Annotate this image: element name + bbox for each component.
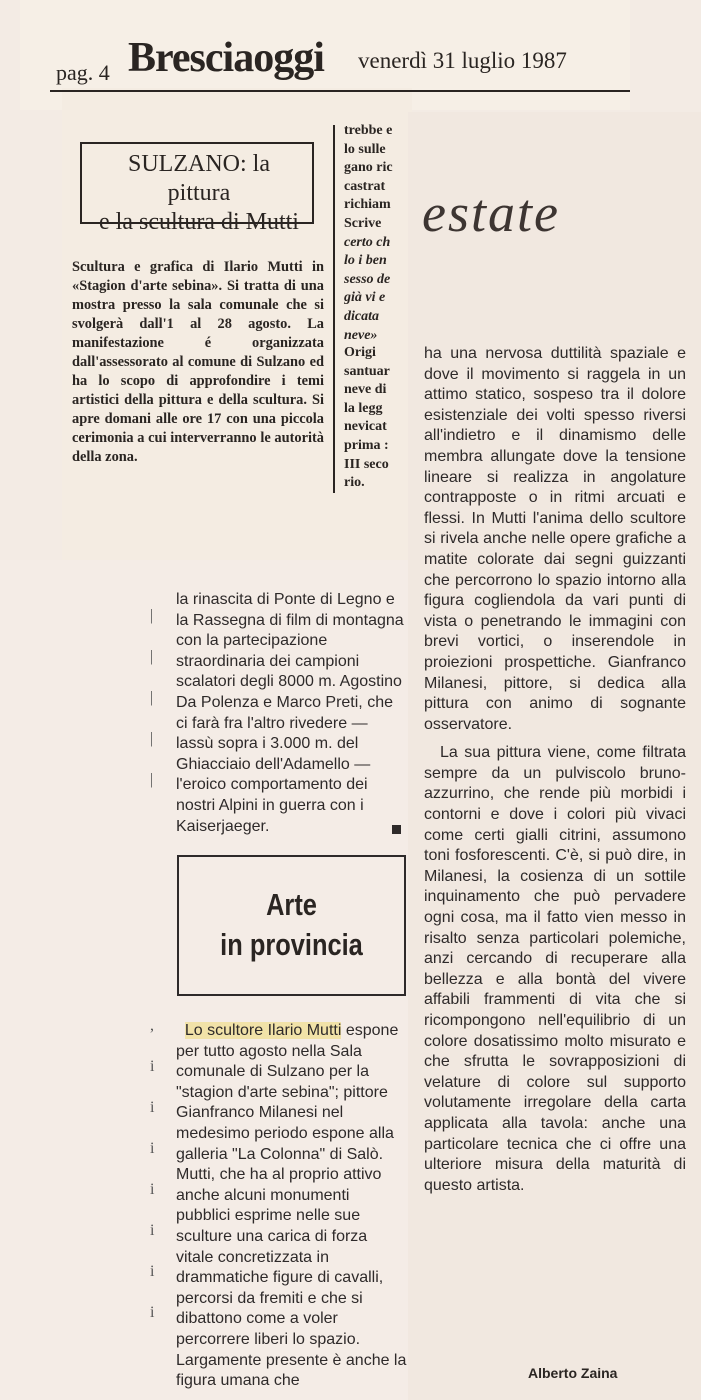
newspaper-header bbox=[50, 35, 630, 92]
column-line: nevicat bbox=[344, 419, 387, 435]
article-body: Scultura e grafica di Ilario Mutti in «Stagion d'arte sebina». Si tratta di una mostra presso la sala comunale che si svolgerà dall'1 al 28 agosto. La manifestazione é organizzata dall'assessorato al comune di Sulzano ed ha lo scopo di approfondire i temi artistici della pittura e della scultura. Si apre domani alle ore 17 con una piccola cerimonia a cui interverranno le autorità della zona. bbox=[72, 259, 324, 465]
la-voce-masthead bbox=[0, 588, 110, 1400]
estate-headline-fragment: estate bbox=[422, 183, 560, 243]
article-title-box bbox=[80, 142, 314, 235]
margin-marks: | | | | | , i i i i i i i bbox=[150, 607, 155, 1321]
column-line: neve di bbox=[344, 382, 387, 398]
la-voce-paragraph-1: la rinascita di Ponte di Legno e la Rassegna di film di montagna con la partecipazione straordinaria dei campioni scalatori degli 8000 m. Agostino Da Polenza e Marco Preti, che ci farà fra l'altro rivedere — lassù sopra i 3.000 m. del Ghiacciaio dell'Adamello — l'eroico comportamento dei nostri Alpini in guerra con i Kaiserjaeger. bbox=[176, 591, 404, 835]
la-voce-paragraph-2 bbox=[176, 1021, 408, 1392]
column-line: lo i ben bbox=[344, 253, 387, 269]
section-heading bbox=[199, 885, 384, 965]
column-line: già vi e bbox=[344, 290, 386, 306]
article-title bbox=[94, 150, 304, 237]
heading-line-2: in provincia bbox=[220, 927, 363, 962]
column-line: rio. bbox=[344, 475, 365, 491]
column-line: dicata bbox=[344, 308, 379, 324]
column-line: Scrive bbox=[344, 215, 382, 231]
arte-in-provincia-box bbox=[177, 855, 406, 996]
column-line: la legg bbox=[344, 400, 383, 416]
issue-date: venerdì 31 luglio 1987 bbox=[358, 48, 567, 73]
right-paragraph-2: La sua pittura viene, come filtrata sempre da un pulviscolo bruno-azzurrino, che rende più morbidi i contorni e dove i colori più vivaci come certi gialli citrini, assumono toni fosforescenti. C'è, si può dire, in Milanesi, la cosienza di un sottile inquinamento che può pervadere ogni cosa, ma il fatto vien messo in risalto senza particolari polemiche, anzi cercando di recuperare alla bellezza e alla bontà del vivere affabili frammenti di vita che si ricompongono nell'equilibrio di un colore dosatissimo molto misurato e che sfrutta le sovrapposizioni di velature di colore sul supporto volutamente irregolare della carta applicata alla tavola: anche una particolare tecnica che ci offre una ulteriore misura della maturità di questo artista. bbox=[424, 744, 686, 1194]
right-paragraph-1: ha una nervosa duttilità spaziale e dove il movimento si raggela in un attimo statico, sospeso tra il dolore esistenziale dei volti spesso riversi all'indietro e il dinamismo delle membra allungate dove la tensione lineare si realizza in angolature contrapposte o in ritmi arcuati e flessi. In Mutti l'anima dello scultore si rivela anche nelle opere grafiche a matite colorate dai segni guizzanti che percorrono lo spazio intorno alla figura cogliendola da vari punti di vista o penetrando le immagini con brevi vortici, o inserendole in proiezioni prospettiche. Gianfranco Milanesi, pittore, si dedica alla pittura con animo di sognante osservatore. bbox=[424, 345, 686, 733]
column-line: castrat bbox=[344, 178, 386, 194]
title-line-1: SULZANO: la pittura bbox=[128, 151, 270, 206]
column-line: sesso de bbox=[344, 271, 391, 287]
highlighted-text: Lo scultore Ilario Mutti bbox=[184, 1022, 342, 1039]
column-line: certo ch bbox=[344, 234, 391, 250]
column-line: richiam bbox=[344, 197, 391, 213]
la-voce-right-column bbox=[424, 344, 686, 1196]
heading-line-1: Arte bbox=[266, 887, 317, 922]
column-line: gano ric bbox=[344, 160, 393, 176]
column-line: santuar bbox=[344, 363, 390, 379]
column-line: III seco bbox=[344, 456, 389, 472]
column-line: prima : bbox=[344, 437, 389, 453]
end-mark bbox=[392, 825, 401, 834]
column-rule bbox=[333, 125, 335, 493]
column-line: lo sulle bbox=[344, 141, 386, 157]
adjacent-column-top bbox=[344, 122, 410, 345]
adjacent-column-bottom bbox=[344, 344, 410, 493]
paragraph-2-body: espone per tutto agosto nella Sala comunale di Sulzano per la "stagion d'arte sebina"; pittore Gianfranco Milanesi nel medesimo periodo espone alla galleria "La Colonna" di Salò. Mutti, che ha al proprio attivo anche alcuni monumenti pubblici esprime nelle sue sculture una carica di forza vitale concretizzata in drammatiche figure di cavalli, percorsi da fremiti e che si dibattono come a voler percorrere liberi lo spazio. Largamente presente è anche la figura umana che bbox=[176, 1022, 407, 1390]
column-line: neve» bbox=[344, 327, 378, 343]
la-voce-masthead-text bbox=[108, 588, 110, 1378]
column-line: Origi bbox=[344, 345, 376, 360]
masthead: Bresciaoggi bbox=[128, 35, 324, 81]
column-line: trebbe e bbox=[344, 123, 393, 138]
page-number: pag. 4 bbox=[56, 60, 110, 85]
title-line-2: e la scultura di Mutti bbox=[99, 209, 299, 235]
author-signature: Alberto Zaina bbox=[528, 1365, 618, 1381]
